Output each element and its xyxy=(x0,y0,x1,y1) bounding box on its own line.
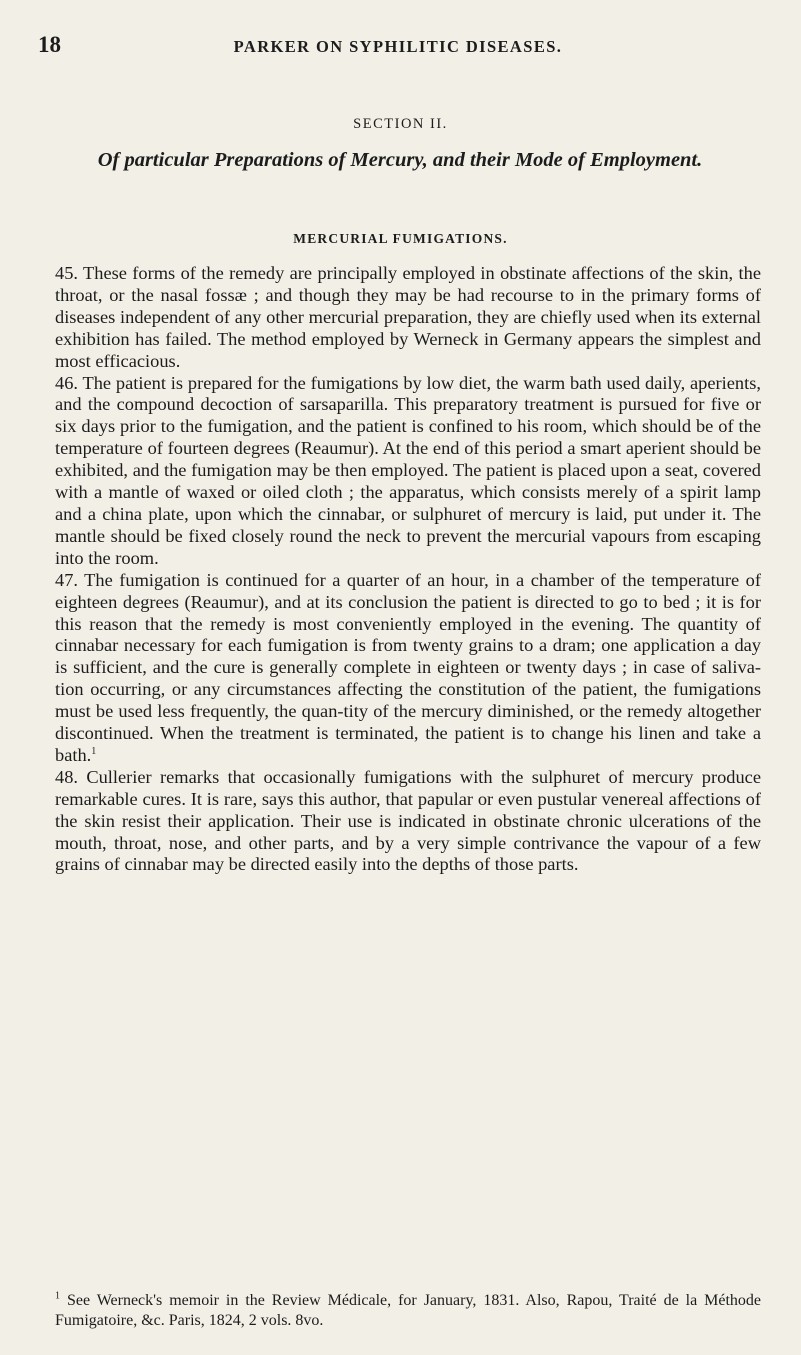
paragraph-48: 48. Cullerier remarks that occasionally fumigations with the sulphuret of mercury produce remarkable cures. It is rare, says this author, that papular or even pustular venereal affections of the skin resist their application. Their use is indicated in obstinate chronic ulcerations of the mouth, throat, nose, and other parts, and by a very simple contrivance the vapour of a few grains of cinnabar may be directed easily into the depths of those parts. xyxy=(55,766,761,875)
footnote-reference: 1 xyxy=(91,745,97,757)
running-head xyxy=(38,32,758,62)
paragraph-46: 46. The patient is prepared for the fumigations by low diet, the warm bath used daily, aperients, and the compound decoction of sarsaparilla. This preparatory treatment is pursued for five or six days prior to the fumigation, and the patient is confined to his room, which should be of the temperature of fourteen degrees (Reaumur). At the end of this period a smart aperient should be exhibited, and the fumigation may be then employed. The patient is placed upon a seat, covered with a mantle of waxed or oiled cloth ; the apparatus, which consists merely of a spirit lamp and a china plate, upon which the cinnabar, or sulphuret of mercury is laid, put under it. The mantle should be fixed closely round the neck to prevent the mercurial vapours from escaping into the room. xyxy=(55,372,761,568)
footnote-marker: 1 xyxy=(55,1290,60,1302)
running-title: PARKER ON SYPHILITIC DISEASES. xyxy=(233,37,563,56)
page-number: 18 xyxy=(38,32,61,57)
paragraph-45: 45. These forms of the remedy are principally employed in obstinate affections of the skin, the throat, or the nasal fossæ ; and though they may be had recourse to in the primary forms of diseases independent of any other mercurial preparation, they are chiefly used when its external exhibition has failed. The method employed by Werneck in Germany appears the simplest and most efficacious. xyxy=(55,263,761,371)
section-heading: SECTION II. xyxy=(353,116,448,132)
body-text xyxy=(55,263,761,876)
subheading: MERCURIAL FUMIGATIONS. xyxy=(293,231,508,246)
paragraph-47-text: 47. The fumigation is continued for a quarter of an hour, in a chamber of the temperature of eighteen degrees (Reaumur), and at its conclusion the patient is directed to go to bed ; it is for this reason that the remedy is most conveniently employed in the evening. The quantity of cinnabar necessary for each fumigation is from twenty grains to a dram; one application a day is sufficient, and the cure is generally complete in eighteen or twenty days ; in case of saliva-tion occurring, or any circumstances affecting the constitution of the patient, the fumigations must be used less frequently, the quan-tity of the mercury diminished, or the remedy altogether discontinued. When the treatment is terminated, the patient is to change his linen and take a bath. xyxy=(55,569,761,765)
chapter-title: Of particular Preparations of Mercury, and their Mode of Employment. xyxy=(97,149,703,171)
footnote xyxy=(55,1291,761,1331)
footnote-text: See Werneck's memoir in the Review Médicale, for January, 1831. Also, Rapou, Traité de la Méthode Fumigatoire, &c. Paris, 1824, 2 vols. 8vo. xyxy=(55,1292,762,1329)
paragraph-47 xyxy=(55,570,761,767)
